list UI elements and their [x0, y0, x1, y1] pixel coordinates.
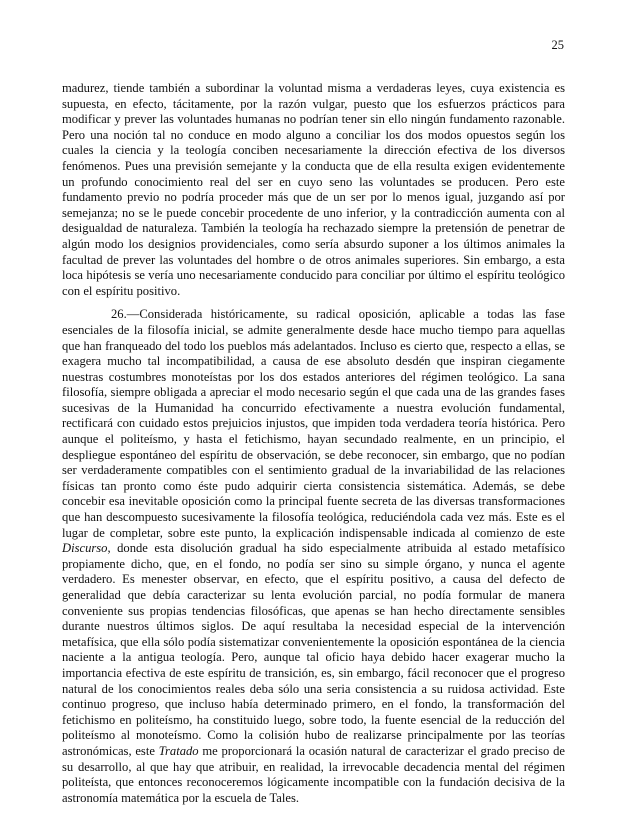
paragraph [62, 81, 565, 299]
body-text [62, 81, 565, 806]
paragraph-text: , donde esta disolución gradual ha sido especialmente atribuida al estado metafísico propiamente dicho, que, en el fondo, no podía ser sino su simple órgano, y nunca el agente verdadero. Es menester observar, en efecto, que el espíritu positivo, a causa del defecto de generalidad que debía caracterizar su lenta evolución parcial, no podía formular de manera conveniente sus propias tendencias filosóficas, que apenas se han hecho directamente sensibles durante nuestros últimos siglos. De aquí resultaba la necesidad especial de la intervención metafísica, que ella sólo podía sistematizar convenientemente la oposición espontánea de la ciencia naciente a la antigua teología. Pero, aunque tal oficio haya debido hacer exagerar mucho la importancia efectiva de este espíritu de transición, es, sin embargo, fácil reconocer que el progreso natural de los conocimientos reales deba sólo una seria consistencia a su ruidosa actividad. Este continuo progreso, que incluso había determinado primero, en el fondo, la transformación del fetichismo en politeísmo, ha constituido luego, sobre todo, la fuente esencial de la reducción del politeísmo al monoteísmo. Como la colisión hubo de realizarse principalmente por las teorías astronómicas, este [62, 541, 565, 758]
paragraph-text: 26.—Considerada históricamente, su radical oposición, aplicable a todas las fase esenciales de la filosofía inicial, se admite generalmente desde hace mucho tiempo para aquellas que han franqueado del todo los pueblos más adelantados. Incluso es cierto que, respecto a ellas, se exagera mucho tal incompatibilidad, a causa de ese absoluto desdén que inspiran ciegamente nuestras costumbres monoteístas por los dos estados anteriores del régimen teológico. La sana filosofía, siempre obligada a apreciar el modo necesario según el que cada una de las grandes fases sucesivas de la Humanidad ha concurrido efectivamente a nuestra evolución fundamental, rectificará con cuidado estos prejuicios injustos, que impiden toda verdadera teoría histórica. Pero aunque el politeísmo, y hasta el fetichismo, hayan secundado realmente, en un principio, el despliegue espontáneo del espíritu de observación, se debe reconocer, sin embargo, que no podían ser verdaderamente compatibles con el sentimiento gradual de la invariabilidad de las relaciones físicas tan pronto como éste pudo adquirir cierta consistencia sistemática. Además, se debe concebir esa inevitable oposición como la principal fuente secreta de las diversas transformaciones que han descompuesto sucesivamente la filosofía teológica, reduciéndola cada vez más. Este es el lugar de completar, sobre este punto, la explicación indispensable indicada al comienzo de este [62, 307, 565, 540]
paragraph-text: madurez, tiende también a subordinar la voluntad misma a verdaderas leyes, cuya existencia es supuesta, en efecto, tácitamente, por la razón vulgar, puesto que los esfuerzos prácticos para modificar y prever las voluntades humanas no podrían tener sin ello ningún fundamento razonable. Pero una noción tal no conduce en modo alguno a conciliar los dos modos opuestos según los cuales la ciencia y la teología conciben necesariamente la dirección efectiva de los diversos fenómenos. Pues una previsión semejante y la conducta que de ella resulta exigen evidentemente un profundo conocimiento real del ser en cuyo seno las voluntades se producen. Pero este fundamento previo no podría proceder más que de un ser por lo menos igual, juzgando así por semejanza; no se le puede concebir procedente de uno inferior, y la contradicción aumenta con al desigualdad de naturaleza. También la teología ha rechazado siempre la pretensión de penetrar de algún modo los designios providenciales, como sería absurdo suponer a los últimos animales la facultad de prever las voluntades del hombre o de otros animales superiores. Sin embargo, a esta loca hipótesis se vería uno necesariamente conducido para conciliar por último el espíritu teológico con el espíritu positivo. [62, 81, 565, 298]
italic-title-tratado: Tratado [158, 743, 199, 758]
page-number: 25 [551, 38, 564, 52]
paragraph-text: me proporcionará la ocasión natural de caracterizar el grado preciso de su desarrollo, al que hay que atribuir, en realidad, la irrevocable decadencia mental del régimen politeísta, que entonces reconoceremos lógicamente incompatible con la fundación decisiva de la astronomía matemática por la escuela de Tales. [62, 743, 565, 805]
italic-title-discurso: Discurso [62, 541, 108, 556]
paragraph [62, 307, 565, 806]
